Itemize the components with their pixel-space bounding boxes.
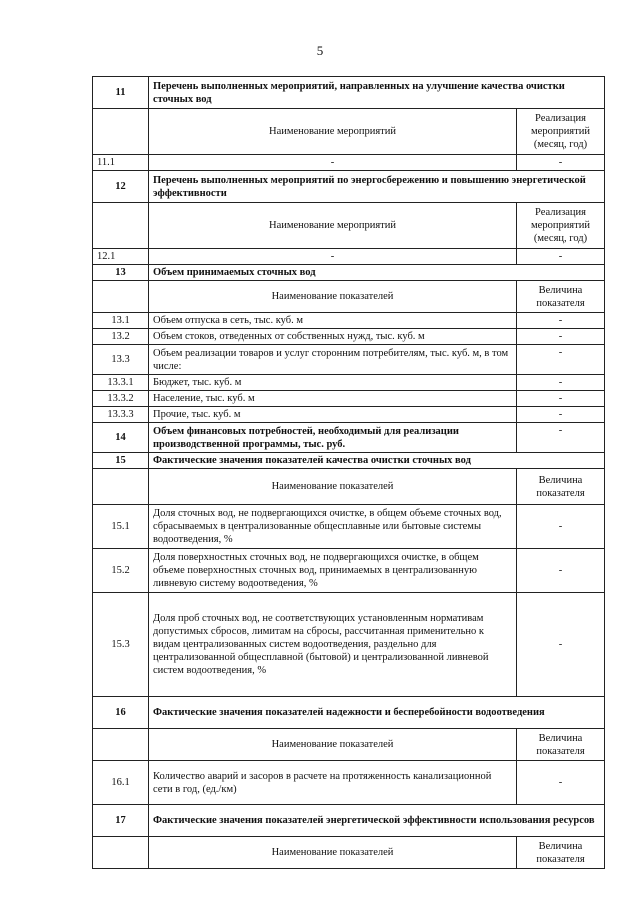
row-name: - [149,249,517,265]
table-row [93,407,605,423]
row-name: Доля проб сточных вод, не соответствующих установленным нормативам допустимых сбросов, лимитам на сбросы, рассчитанная применительно к видам централизованных систем водоотведения, раздельно для централизованной общесплавной (бытовой) и централизованной ливневой систем водоотведения, % [149,593,517,697]
row-name: Бюджет, тыс. куб. м [149,375,517,391]
row-value: - [517,593,605,697]
section-number: 16 [93,697,149,729]
table-row [93,329,605,345]
column-header-name: Наименование мероприятий [149,203,517,249]
row-value: - [517,505,605,549]
section-title: Фактические значения показателей надежности и бесперебойности водоотведения [149,697,605,729]
section-title: Объем принимаемых сточных вод [149,265,605,281]
column-header-value: Величина показателя [517,729,605,761]
column-header-value: Реализация мероприятий (месяц, год) [517,109,605,155]
row-name: Количество аварий и засоров в расчете на протяженность канализационной сети в год, (ед./км) [149,761,517,805]
section-number: 14 [93,423,149,453]
row-value: - [517,313,605,329]
row-number: 13.3 [93,345,149,375]
table-header-row [93,109,605,155]
section-row [93,171,605,203]
section-row [93,265,605,281]
row-value: - [517,549,605,593]
section-number: 12 [93,171,149,203]
column-header-value: Величина показателя [517,469,605,505]
section-number: 15 [93,453,149,469]
row-number: 13.3.1 [93,375,149,391]
empty-cell [93,469,149,505]
table-row [93,155,605,171]
row-value: - [517,761,605,805]
column-header-name: Наименование мероприятий [149,109,517,155]
column-header-name: Наименование показателей [149,281,517,313]
section-row [93,805,605,837]
section-row [93,423,605,453]
section-title: Объем финансовых потребностей, необходимый для реализации производственной программы, тыс. руб. [149,423,517,453]
table-row [93,549,605,593]
row-value: - [517,391,605,407]
table-row [93,505,605,549]
row-number: 15.3 [93,593,149,697]
column-header-value: Реализация мероприятий (месяц, год) [517,203,605,249]
table-header-row [93,203,605,249]
section-row [93,77,605,109]
row-value: - [517,155,605,171]
section-number: 13 [93,265,149,281]
empty-cell [93,837,149,869]
column-header-name: Наименование показателей [149,729,517,761]
row-name: - [149,155,517,171]
section-title: Перечень выполненных мероприятий по энергосбережению и повышению энергетической эффективности [149,171,605,203]
section-title: Фактические значения показателей энергетической эффективности использования ресурсов [149,805,605,837]
empty-cell [93,281,149,313]
row-name: Население, тыс. куб. м [149,391,517,407]
row-value: - [517,329,605,345]
table-row [93,761,605,805]
table-row [93,593,605,697]
table-header-row [93,837,605,869]
row-number: 12.1 [93,249,149,265]
row-name: Объем реализации товаров и услуг сторонним потребителям, тыс. куб. м, в том числе: [149,345,517,375]
table-header-row [93,729,605,761]
table-row [93,313,605,329]
table-header-row [93,281,605,313]
row-value: - [517,375,605,391]
row-number: 15.1 [93,505,149,549]
row-name: Прочие, тыс. куб. м [149,407,517,423]
row-name: Объем отпуска в сеть, тыс. куб. м [149,313,517,329]
row-number: 13.3.2 [93,391,149,407]
section-title: Перечень выполненных мероприятий, направленных на улучшение качества очистки сточных вод [149,77,605,109]
section-number: 17 [93,805,149,837]
table-row [93,391,605,407]
report-table [92,76,605,869]
row-name: Доля поверхностных сточных вод, не подвергающихся очистке, в общем объеме поверхностных сточных вод, принимаемых в централизованную ливневую систему водоотведения, % [149,549,517,593]
table-row [93,345,605,375]
section-title: Фактические значения показателей качества очистки сточных вод [149,453,605,469]
table-row [93,249,605,265]
row-value: - [517,407,605,423]
row-number: 16.1 [93,761,149,805]
column-header-value: Величина показателя [517,281,605,313]
row-number: 13.1 [93,313,149,329]
section-number: 11 [93,77,149,109]
row-name: Объем стоков, отведенных от собственных нужд, тыс. куб. м [149,329,517,345]
row-value: - [517,345,605,375]
row-number: 13.3.3 [93,407,149,423]
column-header-name: Наименование показателей [149,837,517,869]
row-value: - [517,423,605,453]
row-number: 15.2 [93,549,149,593]
empty-cell [93,203,149,249]
section-row [93,453,605,469]
column-header-name: Наименование показателей [149,469,517,505]
empty-cell [93,729,149,761]
table-header-row [93,469,605,505]
empty-cell [93,109,149,155]
page-number: 5 [316,43,324,58]
row-name: Доля сточных вод, не подвергающихся очистке, в общем объеме сточных вод, сбрасываемых в централизованные общесплавные или бытовые системы водоотведения, % [149,505,517,549]
row-value: - [517,249,605,265]
row-number: 13.2 [93,329,149,345]
row-number: 11.1 [93,155,149,171]
column-header-value: Величина показателя [517,837,605,869]
section-row [93,697,605,729]
table-row [93,375,605,391]
